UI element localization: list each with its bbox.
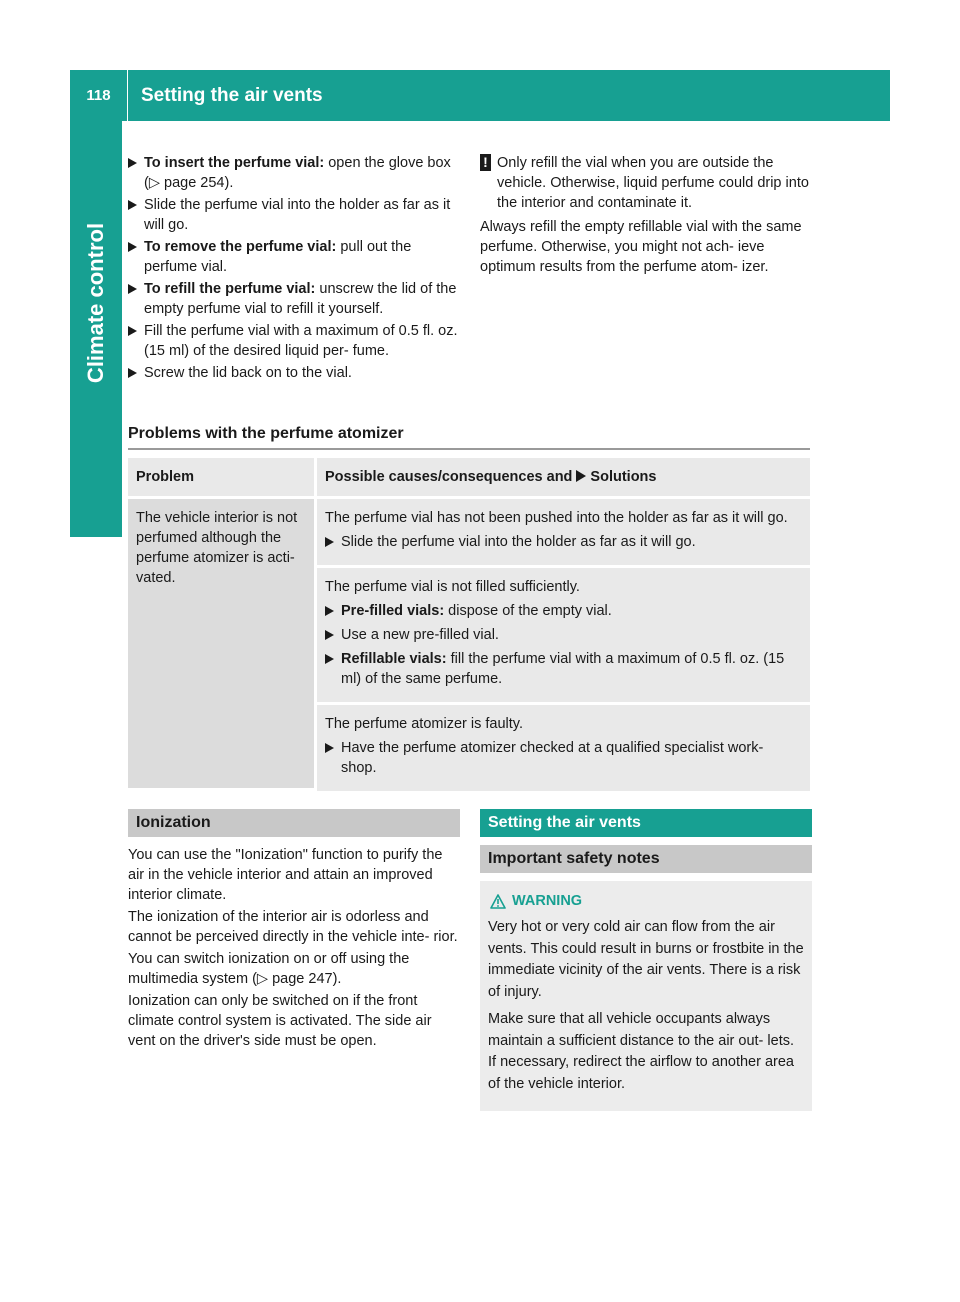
side-tab-marker	[70, 485, 122, 537]
cause-cell: The perfume vial is not filled sufficiently. Pre-filled vials: dispose of the empty vial. Use a new pre-filled vial. Refillable vials: fill the perfume vial with a maximum of 0.5 fl. oz. (15 ml) of the same perfume.	[317, 568, 810, 705]
warning-paragraph: Make sure that all vehicle occupants always maintain a sufficient distance to the air out- lets. If necessary, redirect the airflow to another area of the vehicle interior.	[488, 1011, 795, 1092]
table-row	[128, 499, 810, 568]
solution-step: Refillable vials: fill the perfume vial with a maximum of 0.5 fl. oz. (15 ml) of the same perfume.	[325, 649, 802, 689]
step-arrow-icon	[325, 606, 334, 616]
notice: ! Only refill the vial when you are outside the vehicle. Otherwise, liquid perfume could drip into the interior and contaminate it.	[480, 153, 812, 213]
refill-paragraph: Always refill the empty refillable vial with the same perfume. Otherwise, you might not ach- ieve optimum results from the perfume atom- izer.	[480, 219, 802, 275]
step-arrow-icon	[128, 242, 137, 252]
step-arrow-icon	[325, 743, 334, 753]
warning-paragraph: Very hot or very cold air can flow from the air vents. This could result in burns or frostbite in the immediate vicinity of the air vents. There is a risk of injury.	[488, 919, 804, 1000]
solution-step: Have the perfume atomizer checked at a qualified specialist work- shop.	[325, 738, 802, 778]
exclamation-icon: !	[480, 154, 491, 171]
solution-step: Use a new pre-filled vial.	[325, 625, 802, 645]
ionization-paragraph: You can switch ionization on or off using the multimedia system (▷ page 247).	[128, 951, 410, 987]
ionization-paragraph: You can use the "Ionization" function to purify the air in the vehicle interior and attain an improved interior climate.	[128, 847, 443, 903]
warning-icon	[490, 894, 506, 909]
ionization-paragraph: Ionization can only be switched on if the front climate control system is activated. The side air vent on the driver's side must be open.	[128, 993, 432, 1049]
solution-step: Pre-filled vials: dispose of the empty vial.	[325, 601, 802, 621]
step-arrow-icon	[128, 368, 137, 378]
step-arrow-icon	[128, 200, 137, 210]
cause-cell: The perfume atomizer is faulty. Have the perfume atomizer checked at a qualified specialist work- shop.	[317, 705, 810, 791]
solutions-arrow-icon	[576, 470, 586, 482]
side-tab-label: Climate control	[83, 222, 109, 384]
problems-table	[128, 458, 810, 791]
safety-notes-heading: Important safety notes	[480, 845, 812, 873]
page-number: 118	[70, 70, 128, 121]
refill-notes	[480, 153, 812, 279]
instruction-step: To insert the perfume vial: open the glove box (▷ page 254).	[128, 153, 460, 193]
ionization-paragraph: The ionization of the interior air is odorless and cannot be perceived directly in the vehicle inte- rior.	[128, 909, 458, 945]
step-arrow-icon	[128, 158, 137, 168]
solution-step: Slide the perfume vial into the holder as far as it will go.	[325, 532, 802, 552]
cause-cell: The perfume vial has not been pushed into the holder as far as it will go. Slide the perfume vial into the holder as far as it will go.	[317, 499, 810, 568]
step-arrow-icon	[325, 654, 334, 664]
step-arrow-icon	[325, 537, 334, 547]
column-header-causes: Possible causes/consequences and Solutions	[317, 458, 810, 499]
table-header-row	[128, 458, 810, 499]
ionization-section	[128, 809, 460, 1053]
instruction-step: Screw the lid back on to the vial.	[128, 363, 460, 383]
instruction-step: To remove the perfume vial: pull out the perfume vial.	[128, 237, 460, 277]
step-arrow-icon	[128, 326, 137, 336]
step-arrow-icon	[325, 630, 334, 640]
warning-title: WARNING	[488, 891, 804, 911]
ionization-heading: Ionization	[128, 809, 460, 837]
page-header	[70, 70, 890, 121]
air-vents-section	[480, 809, 812, 1111]
instruction-step: Fill the perfume vial with a maximum of 0.5 fl. oz. (15 ml) of the desired liquid per- fume.	[128, 321, 460, 361]
problem-cell: The vehicle interior is not perfumed although the perfume atomizer is acti- vated.	[128, 499, 317, 791]
instruction-step: To refill the perfume vial: unscrew the lid of the empty perfume vial to refill it yourself.	[128, 279, 460, 319]
header-title: Setting the air vents	[141, 84, 323, 106]
perfume-instructions	[128, 153, 460, 385]
air-vents-heading: Setting the air vents	[480, 809, 812, 837]
column-header-problem: Problem	[128, 458, 317, 499]
problems-heading: Problems with the perfume atomizer	[128, 424, 810, 450]
warning-box	[480, 881, 812, 1111]
instruction-step: Slide the perfume vial into the holder as far as it will go.	[128, 195, 460, 235]
step-arrow-icon	[128, 284, 137, 294]
